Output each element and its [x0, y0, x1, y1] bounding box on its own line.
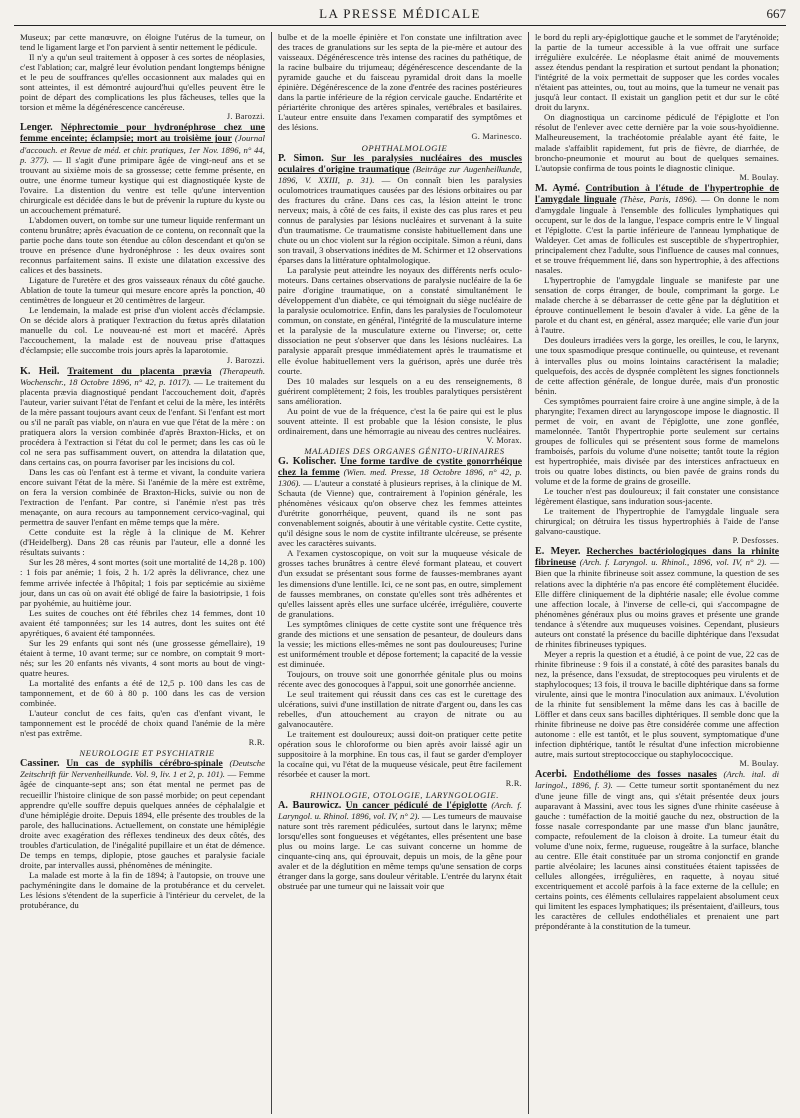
article-reference: (Thèse, Paris, 1896). [620, 193, 698, 204]
paragraph: Les suites de couches ont été fébriles chez 14 femmes, dont 10 avaient été tamponnées; sur les 14 autres, dont les suites ont été apyrétiques, 6 avaient été tamponnées. [20, 607, 265, 638]
article-text: — Les tumeurs de mauvaise nature sont très rarement pédiculées, surtout dans le larynx; même lorsqu'elles sont fongueuses et végétantes, elles présentent une base plus ou moins large. Le cas suivant concerne un homme de cinquante-cinq ans, qui éprouvait, depuis un mois, de la gêne pour avaler et de la déglutition en même temps qu'une sensation de corps étranger dans la gorge, sans douleur véritable. L'entrée du larynx était obstruée par une tumeur qui ne laissait voir que [278, 810, 522, 891]
column-2 [271, 32, 528, 1114]
section-heading: RHINOLOGIE, OTOLOGIE, LARYNGOLOGIE. [310, 789, 499, 800]
paragraph: bulbe et de la moelle épinière et l'on constate une infiltration avec des traces de granulations sur les septa de la pie-mère et autour des vaisseaux. Dégénérescence très intense des racines du pathétique, de la racine bulbaire du trijumeau; dégénérescence descendante de la pyramide gauche et du faisceau pyramidal droit dans la moelle épinière. Dégénérescence de la zone d'entrée des racines postérieures dans la partie inférieure de la région cervicale gauche. Endartérite et périartérite chronique des artères spinales, vertébrales et basilaires. L'auteur entre ensuite dans l'examen comparatif des symptômes et des lésions. [278, 32, 522, 133]
article-title: Endothéliome des fosses nasales [573, 769, 717, 781]
article-reference: (Deutsche Zeitschrift für Nervenheilkunde. Vol. 9, liv. 1 et 2, p. 101). [20, 758, 265, 780]
paragraph: Le toucher n'est pas douloureux; il fait constater une consistance légèrement élastique, sans induration sous-jacente. [535, 486, 779, 507]
article-text: — Cette tumeur sortit spontanément du nez d'une jeune fille de vingt ans, qui s'était présentée deux jours auparavant à Massini, avec tous les signes d'une rhinite caséeuse à gauche : tuméfaction de la moitié gauche du nez, obstruction de la fosse nasale correspondante par une masse d'un blanc jaunâtre, compacte, refoulement de la cloison à droite. La tumeur était du volume d'une noix, ferme, rugueuse, rougeâtre à la surface, blanche au centre. Elle était constituée par un stroma conjonctif en grande partie alvéolaire; les lacunes ainsi constituées étaient tapissées de cellules allongées, irrégulières, en raquette, à noyau situé excentriquement et accolé parfois à la face externe de la cellule; en certains points, ces éléments cellulaires rappelaient absolument ceux qui limitent les espaces lymphatiques; ils présentaient, d'ailleurs, tous les caractères de cellules endothéliales et prenaient une part prépondérante à la constitution de la tumeur. [535, 780, 780, 932]
paragraph: Sur les 29 enfants qui sont nés (une grossesse gémellaire), 19 étaient à terme, 10 avant terme; sur ce nombre, on comptait 9 mort-nés; sur les 20 enfants nés vivants, 4 sont morts au bout de vingt-quatre heures. [20, 637, 265, 678]
signature: M. Boulay. [739, 759, 779, 769]
article-reference: (Arch. f. Laryngol. u. Rhinol. 1896, vol. IV, n° 2). [278, 799, 522, 821]
article-reference: (Journal d'accouch. et Revue de méd. et chir. pratiques, 1er Nov. 1896, n° 44, p. 377). [20, 133, 265, 165]
article-title: Néphrectomie pour hydronéphrose chez une femme enceinte; éclampsie; mort au troisième jour [20, 122, 265, 145]
text-columns [14, 32, 786, 1114]
paragraph: La mortalité des enfants a été de 12,5 p. 100 dans les cas de tamponnement, et de 60 à 80 p. 100 dans les cas de version combinée. [20, 678, 265, 709]
article-reference: (Arch. ital. di laringol., 1896, f. 3). [535, 769, 780, 791]
article-abstract [535, 546, 779, 648]
paragraph: Dans les cas où l'enfant est à terme et vivant, la conduite variera encore suivant l'état de la mère. Si l'anémie de la mère est extrême, on fera la version combinée de Braxton-Hicks, suivie ou non de l'extraction de l'enfant. Par contre, si l'anémie n'est pas très menaçante, on aura recours au tamponnement cervico-vaginal, qui permettra de sauver l'enfant en même temps que la mère. [20, 467, 265, 528]
article-reference: (Therapeuth. Wochenschr., 18 Octobre 1896, n° 42, p. 1017). [20, 365, 266, 387]
paragraph: Meyer a repris la question et a étudié, à ce point de vue, 22 cas de rhinite fibrineuse : 9 fois il a constaté, à côté des parasites banals du nez, la présence, dans l'exsudat, de streptocoques peu virulents et de staphylocoques; 13 fois, il trouva le bacille diphtérique dans sa forme virulente, ainsi que le montra l'inoculation aux animaux. L'évolution de la rhinite fut sensiblement la même dans les cas à bacille de Löffler et dans ceux sans bacilles diphtériques. Il semble donc que la rhinite fibrineuse ne doive pas être considérée comme une affection autonome : elle est tantôt, et le plus souvent, symptomatique d'une infection diphtérique, tantôt le résultat d'une infection microbienne autre, mais surtout streptococcique ou staphylococcique. [535, 648, 779, 760]
paragraph: Le traitement de l'hypertrophie de l'amygdale linguale sera chirurgical; on détruira les tissus hypertrophiés à l'aide de l'anse galvano-caustique. [535, 506, 779, 537]
article-author: P. Simon. [278, 152, 324, 164]
journal-title: LA PRESSE MÉDICALE [319, 6, 481, 21]
paragraph: Il n'y a qu'un seul traitement à opposer à ces sortes de néoplasies, c'est l'ablation; car, malgré leur évolution pendant longtemps bénigne et le peu de souffrances qu'elles occasionnent aux malades qui en sont atteintes, il est démontré aujourd'hui qu'elles peuvent être le point de départ des complications les plus fâcheuses, telles que la torsion et même la dégénérescence cancéreuse. [20, 52, 265, 113]
article-author: K. Heil. [20, 365, 60, 377]
article-text: — Femme âgée de cinquante-sept ans; son état mental ne permet pas de recueillir l'histoire clinique de son passé morbide; on peut cependant apprendre qu'elle souffre depuis quelques années de céphalalgie et d'une hémiplégie droite. Depuis 1894, elle présente des troubles de la parole, des hallucinations. Actuellement, on constate une hémiplégie droite avec exagération des réflexes tendineux des deux côtés, des troubles d'articulation, de l'inégalité pupillaire et un état de démence. De temps en temps, diplopie, ptose gauches et paralysie faciale droite, par intervalles aussi, phénomènes de méningite. [20, 769, 266, 870]
article-abstract [20, 366, 265, 467]
signature: V. Morax. [486, 435, 522, 445]
article-title: Un cas de syphilis cérébro-spinale [66, 758, 223, 770]
article-abstract [20, 758, 265, 870]
paragraph: Les symptômes cliniques de cette cystite sont une fréquence très grande des mictions et une sensation de pesanteur, de douleurs dans la vessie; les mictions elles-mêmes ne sont pas douloureuses; l'urine est uniformément trouble et dépose fortement; la capacité de la vessie est diminuée. [278, 618, 522, 669]
signature: P. Desfosses. [732, 536, 779, 546]
page-number: 667 [766, 6, 786, 21]
paragraph: A l'examen cystoscopique, on voit sur la muqueuse vésicale de grosses taches brunâtres à centre élevé formant plateau, et couvert d'un exsudat se présentant sous forme de fausses-membranes ayant les dimensions d'une lentille. Ici, ce ne sont pas, en outre, simplement de fausses membranes, on constate qu'elles sont très adhérentes et qu'elles laissent après elles une surface ulcérée, irrégulière, couverte de granulations. [278, 548, 522, 619]
paragraph: La paralysie peut atteindre les noyaux des différents nerfs oculo-moteurs. Dans certaines observations de paralysie nucléaire de la 6e paire d'origine traumatique, on a constaté simultanément le développement d'un diabète, ce qui témoignait du siège nucléaire de la paralysie oculomotrice. Enfin, dans les paralysies de l'oculomoteur commun, on constate, en général, l'intégrité de la musculature interne et la paralysie de la musculature externe ou l'inverse; or, cette dissociation ne peut s'observer que dans les lésions nucléaires. La paralysie apparaît presque immédiatement après le traumatisme et elle évolue habituellement vers la guérison, après une durée très courte. [278, 265, 522, 376]
paragraph: Le seul traitement qui réussit dans ces cas est le curettage des ulcérations, suivi d'une instillation de nitrate d'argent ou, dans les cas rebelles, d'un attouchement au crayon de nitrate ou au galvanocautère. [278, 689, 522, 730]
section-heading: MALADIES DES ORGANES GÉNITO-URINAIRES [304, 445, 505, 456]
article-abstract [278, 456, 522, 548]
column-1 [14, 32, 271, 1114]
article-author: Lenger. [20, 122, 53, 134]
article-reference: (Beiträge zur Augenheilkunde, 1896, V. XXIII, p. 31). [278, 163, 522, 185]
article-text: — Bien que la rhinite fibrineuse soit assez commune, la question de ses relations avec la diphtérie n'a pas encore été complètement élucidée. Elle diffère cliniquement de la diphtérie nasale; elle évolue comme une affection locale, à l'inverse de celle-ci, qui s'accompagne de phénomènes généraux plus ou moins graves et présente une grande tendance à s'étendre aux muqueuses voisines. Cependant, plusieurs auteurs ont constaté la présence du bacille diphtérique dans l'exsudat de rhinites fibrineuses typiques. [535, 557, 779, 649]
column-3 [528, 32, 785, 1114]
signature: R.R. [505, 779, 522, 789]
article-text: — Il s'agit d'une primipare âgée de vingt-neuf ans et se trouvant au sixième mois de sa grossesse; cette femme présente, en outre, une énorme tumeur kystique qui est diagnostiquée kyste de l'ovaire. La distention du ventre est telle qu'une intervention chirurgicale est décidée dans le but de prévenir la rupture du kyste ou un accouchement prématuré. [20, 154, 265, 215]
paragraph: L'hypertrophie de l'amygdale linguale se manifeste par une sensation de corps étranger, de boule, comprimant la gorge. Le malade cherche à se débarrasser de cette gêne par la déglutition et éprouve continuellement le besoin d'avaler à vide. La gêne de la parole et du chant est, en général, assez marquée; elle varie d'un jour à l'autre. [535, 275, 779, 336]
paragraph: La malade est morte à la fin de 1894; à l'autopsie, on trouve une pachyméningite dans le domaine de la protubérance et du cervelet. Les lésions s'étendent de la superficie à l'intérieur du cervelet, de la protubérance, du [20, 869, 265, 911]
article-reference: (Arch. f. Laryngol. u. Rhinol., 1896, vol. IV, n° 2). [579, 557, 767, 568]
paragraph: Ces symptômes pourraient faire croire à une angine simple, à de la pharyngite; l'examen direct au laryngoscope impose le diagnostic. Il permet de voir, en avant de l'épiglotte, une zone gonflée, mamelonnée. Tantôt l'hypertrophie porte seulement sur certains groupes de follicules qui se présentent sous forme de mamelons framboisés, parfois du volume d'une noisette; tantôt toute la région est hypertrophiée, mais divisée par des interstices anfractueux en trois ou quatre lobes distincts, ou bien pavée de grains ronds du volume et de la forme de grains de groseille. [535, 395, 779, 487]
paragraph: Cette conduite est la règle à la clinique de M. Kehrer (d'Heidelberg). Dans 28 cas réunis par l'auteur, elle a donné les résultats suivants : [20, 527, 265, 558]
article-abstract [20, 122, 265, 214]
paragraph: Le lendemain, la malade est prise d'un violent accès d'éclampsie. On se décide alors à pratiquer l'extraction du fœtus après dilatation manuelle du col. Le nouveau-né est mort et macéré. Après l'accouchement, la malade est de nouveau prise d'attaques d'éclampsie; elle succombe trois jours après la laparotomie. [20, 305, 265, 356]
article-title: Traitement du placenta prævia [67, 365, 212, 377]
paragraph: Le traitement est douloureux; aussi doit-on pratiquer cette petite opération sous le chloroforme ou bien après avoir laissé agir un suppositoire à la morphine. En tous cas, il faut se garder d'employer la cocaïne qui, vu l'état de la muqueuse vésicale, peut être facilement résorbée et causer la mort. [278, 729, 522, 780]
paragraph: Sur les 28 mères, 4 sont mortes (soit une mortalité de 14,28 p. 100) : 1 fois par anémie; 1 fois, 2 h. 1/2 après la délivrance, chez une femme arrivée infectée à l'hôpital; 1 fois par septicémie au sixième jour, dans un cas où on avait été obligé de faire la basiotripsie, 1 fois par pyohémie, au huitième jour. [20, 557, 265, 608]
section-heading: NEUROLOGIE ET PSYCHIATRIE [79, 748, 215, 759]
article-abstract [535, 183, 779, 275]
article-author: Acerbi. [535, 769, 567, 781]
paragraph: Museux; par cette manœuvre, on éloigne l'utérus de la tumeur, on tend le ligament large et l'on parvient à sentir nettement le pédicule. [20, 32, 265, 53]
running-head [14, 6, 786, 26]
paragraph: Toujours, on trouve soit une gonorrhée génitale plus ou moins récente avec des gonocoques à l'appui, soit une gonorrhée ancienne. [278, 668, 522, 689]
article-author: Cassiner. [20, 758, 60, 770]
article-text: — L'auteur a constaté à plusieurs reprises, à la clinique de M. Schauta (de Vienne) que, contrairement à l'opinion générale, les phénomènes vésicaux qu'on observe chez les femmes atteintes d'urétrite gonorrhéique, peuvent, quand ils ne sont pas convenablement soignés, aboutir à une véritable cystite. Cette cystite, qu'il désigne sous le nom de cystite infiltrante ulcéreuse, se présente avec les caractères suivants. [278, 478, 522, 549]
article-abstract [278, 800, 522, 891]
paragraph: L'abdomen ouvert, on tombe sur une tumeur liquide renfermant un contenu brunâtre; après évacuation de ce contenu, on reconnaît que la partie poche dans toute son étendue au côlon descendant et qu'on se trouve en présence d'une hydronéphrose : les deux ovaires sont reconnus parfaitement sains. Il existe une dilatation excessive des calices et des bassinets. [20, 214, 265, 276]
section-heading: OPHTHALMOLOGIE [361, 142, 448, 153]
signature: J. Barozzi. [226, 112, 265, 122]
signature: G. Marinesco. [471, 132, 522, 142]
article-author: G. Kolischer. [278, 455, 337, 467]
signature: R.R. [248, 738, 265, 748]
article-text: — Le traitement du placenta prævia diagnostiqué pendant l'accouchement doit, d'après l'auteur, varier suivant l'état de l'enfant et celui de la mère, les intérêts de la mère passant toujours avant ceux de l'enfant. Si l'enfant est mort ou s'il ne paraît pas viable, on n'aura en vue que l'état de la mère : on pratiquera alors la version combinée d'après Braxton-Hicks, et on procédera à l'extraction si l'état du col le permet; dans les cas où le col ne sera pas suffisamment ouvert, on attendra la dilatation que, dans certains cas, on pourra favoriser par les incisions du col. [20, 376, 266, 467]
signature: J. Barozzi. [226, 355, 265, 365]
article-title: Une forme tardive de cystite gonorrhéique chez la femme [278, 455, 522, 479]
article-title: Contribution à l'étude de l'hypertrophie de l'amygdale linguale [535, 182, 779, 205]
article-text: — On donne le nom d'amygdale linguale à l'ensemble des follicules lymphatiques qui occupent, sur le dos de la langue, l'espace compris entre le V lingual et l'épiglotte. C'est la partie inférieure de l'anneau lymphatique de Waldeyer. Cet amas de follicules est susceptible de s'hypertrophier, principalement chez l'adulte, sous l'influence de causes mal connues, et se trouve fréquemment lié, dans son hypertrophie, à des affections nasales. [535, 193, 780, 276]
paragraph: On diagnostiqua un carcinome pédiculé de l'épiglotte et l'on résolut de l'enlever avec cette dernière par la voie sous-hyoïdienne. Malheureusement, la trachéotomie préalable ayant été faite, le malade s'affaiblit rapidement, fut pris de fièvre, de diarrhée, de broncho-pneumonie et mourut au bout de quelques semaines. L'autopsie confirma de tous points le diagnostic clinique. [535, 112, 779, 173]
paragraph: L'auteur conclut de ces faits, qu'en cas d'enfant vivant, le tamponnement est le procédé de choix quand l'anémie de la mère n'est pas extrême. [20, 708, 265, 739]
article-title: Un cancer pédiculé de l'épiglotte [345, 799, 488, 811]
article-text: — On connaît bien les paralysies oculomotrices traumatiques causées par des lésions orbitaires ou par des fractures du crâne. Dans ces cas, la lésion atteint le tronc nerveux; mais, à côté de ces faits, il existe des cas plus rares et peu connus de paralysies par lésions nucléaires et survenant à la suite d'un traumatisme. Ce traumatisme consiste habituellement dans une chute ou un choc violent sur la région occipitale. Simon a réuni, dans son travail, 3 observations inédites de M. Schirmer et 12 observations éparses dans la littérature ophtalmologique. [278, 174, 522, 266]
article-reference: (Wien. med. Presse, 18 Octobre 1896, n° 42, p. 1306). [278, 467, 522, 489]
article-abstract [535, 769, 779, 931]
signature: M. Boulay. [739, 172, 779, 182]
article-author: E. Meyer. [535, 546, 581, 558]
article-title: Sur les paralysies nucléaires des muscles oculaires d'origine traumatique [278, 152, 522, 175]
paragraph: Des douleurs irradiées vers la gorge, les oreilles, le cou, le larynx, une toux spasmodique presque continuelle, ou quinteuse, et revenant à intervalles plus ou moins lointains caractérisent la maladie; quelquefois, des accès de dyspnée complètent les signes fonctionnels de cette affection générale, de longue durée, mais d'un pronostic bénin. [535, 335, 779, 396]
article-author: M. Aymé. [535, 182, 580, 194]
paragraph: Ligature de l'uretère et des gros vaisseaux rénaux du côté gauche. Ablation de toute la tumeur qui mesure encore après la ponction, 40 centimètres de longueur et 20 centimètres de largeur. [20, 275, 265, 306]
paragraph: Au point de vue de la fréquence, c'est la 6e paire qui est le plus souvent atteinte. Il est probable que la lésion consiste, le plus ordinairement, dans une hémorragie au niveau des centres nucléaires. [278, 405, 522, 436]
article-author: A. Baurowicz. [278, 799, 342, 811]
article-abstract [278, 153, 522, 266]
article-title: Recherches bactériologiques dans la rhinite fibrineuse [535, 546, 779, 569]
paragraph: Des 10 malades sur lesquels on a eu des renseignements, 8 guérirent complètement; 2 fois, les troubles paralytiques persistèrent sans amélioration. [278, 375, 522, 406]
header-rule [14, 25, 786, 26]
paragraph: le bord du repli ary-épiglottique gauche et le sommet de l'aryténoïde; la partie de la tumeur accessible à la vue offrait une surface irrégulière exulcérée. Le néoplasme était animé de mouvements assez étendus pendant la respiration et surtout pendant la phonation; l'intégrité de la voix permettait de supposer que les cordes vocales n'étaient pas atteintes, ou, tout au moins, que la tumeur ne venait pas jusqu'à leur contact. Il existait un ganglion petit et dur sur le côté droit du larynx. [535, 32, 779, 113]
